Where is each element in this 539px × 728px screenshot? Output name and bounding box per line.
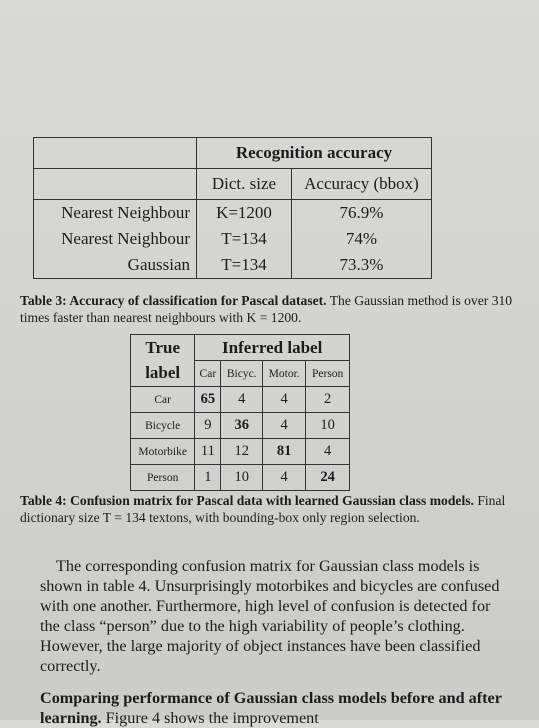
table-row bbox=[131, 465, 350, 491]
table-header-group: Inferred label bbox=[195, 335, 350, 361]
table-col-header: Accuracy (bbox) bbox=[292, 169, 432, 200]
table-cell bbox=[34, 169, 197, 200]
table-cell: Nearest Neighbour bbox=[34, 200, 197, 227]
caption-title: Table 4: Confusion matrix for Pascal data with learned Gaussian class models. bbox=[20, 493, 474, 508]
table-cell: Gaussian bbox=[34, 252, 197, 279]
table-row bbox=[34, 138, 432, 169]
table-row-label: Person bbox=[131, 465, 195, 491]
table-cell: 73.3% bbox=[292, 252, 432, 279]
table-cell: True bbox=[131, 335, 195, 361]
table-cell: T=134 bbox=[197, 226, 292, 252]
table-cell: 24 bbox=[306, 465, 350, 491]
table-cell: 4 bbox=[263, 413, 306, 439]
table-cell: 4 bbox=[306, 439, 350, 465]
table-cell: 12 bbox=[221, 439, 263, 465]
table-3-caption bbox=[20, 292, 525, 326]
table-cell: K=1200 bbox=[197, 200, 292, 227]
table-cell: 2 bbox=[306, 387, 350, 413]
table-row bbox=[131, 387, 350, 413]
table-cell bbox=[34, 138, 197, 169]
section-text: Figure 4 shows the improvement bbox=[101, 709, 319, 727]
table-row bbox=[34, 226, 432, 252]
table-cell: 81 bbox=[263, 439, 306, 465]
table-cell: 10 bbox=[306, 413, 350, 439]
table-col-header: Bicyc. bbox=[221, 361, 263, 387]
table-col-header: Dict. size bbox=[197, 169, 292, 200]
table-3 bbox=[33, 137, 432, 279]
body-paragraph: The corresponding confusion matrix for Gaussian class models is shown in table 4. Unsurprisingly motorbikes and bicycles are confused with one another. Furthermore, high level of confusion is detected for the class “person” due to the high variability of people’s clothing. However, the large majority of object instances have been classified correctly. bbox=[40, 557, 500, 675]
table-cell: 74% bbox=[292, 226, 432, 252]
table-row bbox=[34, 200, 432, 227]
table-cell: 9 bbox=[195, 413, 221, 439]
section-paragraph bbox=[40, 688, 520, 728]
table-4-caption bbox=[20, 492, 525, 526]
table-cell: 65 bbox=[195, 387, 221, 413]
section-heading: Comparing performance of Gaussian class models before and after learning. bbox=[40, 689, 502, 727]
caption-text: Final dictionary size T = 134 textons, with bounding-box only region selection. bbox=[20, 493, 506, 525]
table-cell: 11 bbox=[195, 439, 221, 465]
table-row bbox=[131, 335, 350, 361]
table-cell: 76.9% bbox=[292, 200, 432, 227]
caption-title: Table 3: Accuracy of classification for Pascal dataset. bbox=[20, 293, 327, 308]
caption-text: The Gaussian method is over 310 times faster than nearest neighbours with K = 1200. bbox=[20, 293, 513, 325]
table-row bbox=[34, 252, 432, 279]
table-row bbox=[131, 361, 350, 387]
table-header-group: Recognition accuracy bbox=[197, 138, 432, 169]
table-4 bbox=[130, 334, 350, 491]
table-cell: label bbox=[131, 361, 195, 387]
table-row bbox=[131, 413, 350, 439]
table-cell: 4 bbox=[263, 387, 306, 413]
table-cell: 4 bbox=[263, 465, 306, 491]
table-cell: 4 bbox=[221, 387, 263, 413]
table-row-label: Motorbike bbox=[131, 439, 195, 465]
table-col-header: Motor. bbox=[263, 361, 306, 387]
table-cell: 1 bbox=[195, 465, 221, 491]
table-cell: 10 bbox=[221, 465, 263, 491]
table-cell: T=134 bbox=[197, 252, 292, 279]
table-cell: Nearest Neighbour bbox=[34, 226, 197, 252]
table-row-label: Car bbox=[131, 387, 195, 413]
table-col-header: Car bbox=[195, 361, 221, 387]
table-row bbox=[34, 169, 432, 200]
table-cell: 36 bbox=[221, 413, 263, 439]
table-row bbox=[131, 439, 350, 465]
table-row-label: Bicycle bbox=[131, 413, 195, 439]
table-col-header: Person bbox=[306, 361, 350, 387]
